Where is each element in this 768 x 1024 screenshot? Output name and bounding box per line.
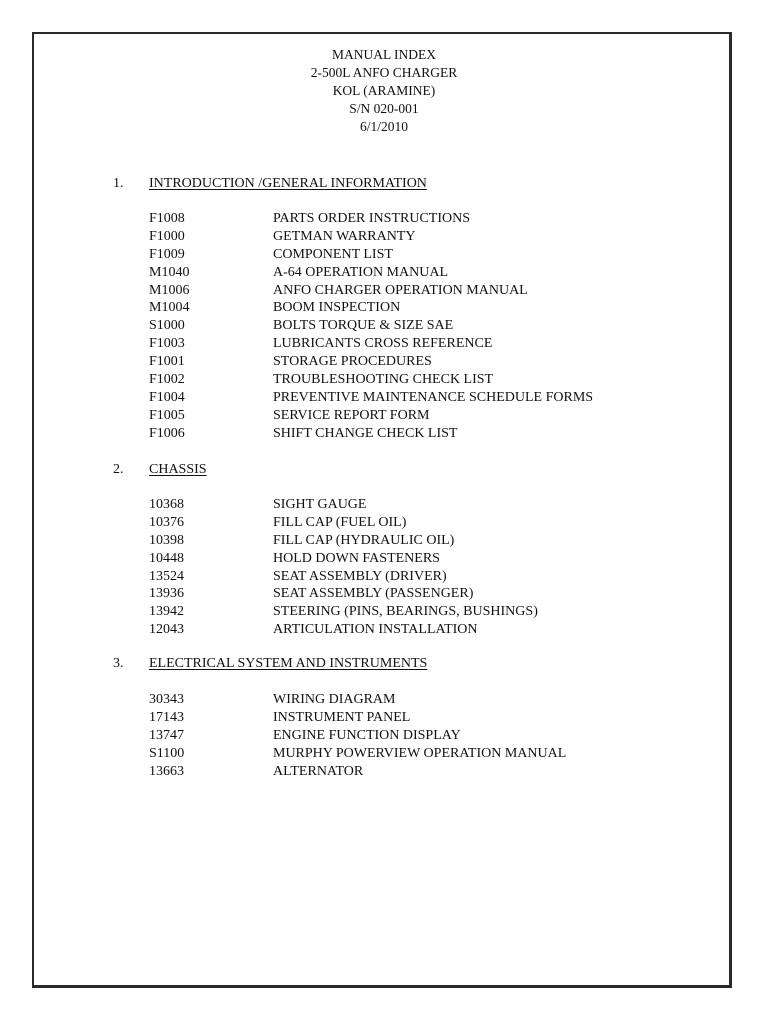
document-description: SEAT ASSEMBLY (DRIVER) [273, 568, 447, 584]
document-code: 13663 [149, 763, 184, 779]
section-number: 3. [113, 656, 124, 671]
document-code: S1100 [149, 745, 185, 761]
document-code: 10376 [149, 514, 184, 530]
index-row [0, 532, 768, 550]
document-description: ARTICULATION INSTALLATION [273, 622, 478, 638]
document-code: 13936 [149, 586, 184, 602]
index-row [0, 514, 768, 532]
index-row [0, 425, 768, 443]
index-row [0, 691, 768, 709]
document-code: M1040 [149, 264, 190, 280]
document-description: FILL CAP (HYDRAULIC OIL) [273, 532, 455, 548]
index-row [0, 709, 768, 727]
header-title: MANUAL INDEX [331, 47, 437, 62]
document-description: SEAT ASSEMBLY (PASSENGER) [273, 586, 474, 602]
document-description: ALTERNATOR [273, 763, 364, 779]
document-description: ANFO CHARGER OPERATION MANUAL [273, 282, 528, 298]
index-row [0, 389, 768, 407]
section-title: CHASSIS [149, 462, 207, 477]
index-row [0, 282, 768, 300]
section-number: 1. [113, 176, 124, 191]
document-code: 13524 [149, 568, 184, 584]
index-row [0, 264, 768, 282]
document-description: LUBRICANTS CROSS REFERENCE [273, 336, 493, 352]
document-code: F1006 [149, 425, 185, 441]
document-code: 10448 [149, 550, 184, 566]
document-code: F1005 [149, 407, 185, 423]
document-code: 30343 [149, 692, 184, 707]
document-description: A-64 OPERATION MANUAL [273, 264, 448, 280]
document-description: ENGINE FUNCTION DISPLAY [273, 727, 461, 743]
section-title: INTRODUCTION /GENERAL INFORMATION [149, 176, 427, 191]
document-code: F1004 [149, 389, 185, 405]
index-row [0, 246, 768, 264]
index-row [0, 407, 768, 425]
index-row [0, 763, 768, 781]
section-items-chassis [0, 496, 768, 639]
document-code: F1009 [149, 246, 185, 262]
index-row [0, 496, 768, 514]
index-row [0, 745, 768, 763]
document-code: F1002 [149, 372, 185, 388]
document-code: 13942 [149, 604, 184, 620]
document-code: M1006 [149, 282, 190, 298]
header-customer: KOL (ARAMINE) [332, 83, 436, 98]
document-description: INSTRUMENT PANEL [273, 709, 411, 725]
document-description: FILL CAP (FUEL OIL) [273, 514, 407, 530]
document-description: COMPONENT LIST [273, 246, 393, 262]
index-row [0, 603, 768, 621]
index-row [0, 568, 768, 586]
document-code: F1008 [149, 211, 185, 226]
index-row [0, 317, 768, 335]
index-row [0, 585, 768, 603]
index-row [0, 353, 768, 371]
index-row [0, 228, 768, 246]
index-row [0, 550, 768, 568]
section-items-electrical [0, 691, 768, 780]
document-code: 12043 [149, 622, 184, 638]
index-row [0, 621, 768, 639]
header-date: 6/1/2010 [359, 119, 408, 134]
document-description: PARTS ORDER INSTRUCTIONS [273, 211, 471, 226]
header-serial-number: S/N 020-001 [349, 101, 419, 116]
index-row [0, 371, 768, 389]
document-description: BOLTS TORQUE & SIZE SAE [273, 318, 454, 334]
document-description: STEERING (PINS, BEARINGS, BUSHINGS) [273, 604, 538, 620]
document-description: WIRING DIAGRAM [273, 692, 396, 707]
document-description: SERVICE REPORT FORM [273, 407, 430, 423]
document-description: SIGHT GAUGE [273, 497, 367, 512]
document-code: M1004 [149, 300, 190, 316]
index-row [0, 335, 768, 353]
document-code: F1000 [149, 228, 185, 244]
section-items-introduction [0, 210, 768, 443]
document-code: 13747 [149, 727, 184, 743]
header-model: 2-500L ANFO CHARGER [310, 65, 458, 80]
document-description: MURPHY POWERVIEW OPERATION MANUAL [273, 745, 567, 761]
document-header [0, 46, 768, 136]
document-code: 17143 [149, 709, 184, 725]
document-description: STORAGE PROCEDURES [273, 354, 432, 370]
document-description: TROUBLESHOOTING CHECK LIST [273, 372, 494, 388]
document-code: S1000 [149, 318, 185, 334]
index-row [0, 210, 768, 228]
document-code: F1001 [149, 354, 185, 370]
section-number: 2. [113, 462, 124, 477]
document-description: PREVENTIVE MAINTENANCE SCHEDULE FORMS [273, 389, 594, 405]
section-title: ELECTRICAL SYSTEM AND INSTRUMENTS [149, 656, 428, 671]
document-description: BOOM INSPECTION [273, 300, 401, 316]
document-code: F1003 [149, 336, 185, 352]
document-description: HOLD DOWN FASTENERS [273, 550, 440, 566]
document-description: SHIFT CHANGE CHECK LIST [273, 425, 458, 441]
index-row [0, 727, 768, 745]
index-row [0, 299, 768, 317]
document-description: GETMAN WARRANTY [273, 228, 416, 244]
document-code: 10368 [149, 497, 184, 512]
document-code: 10398 [149, 532, 184, 548]
